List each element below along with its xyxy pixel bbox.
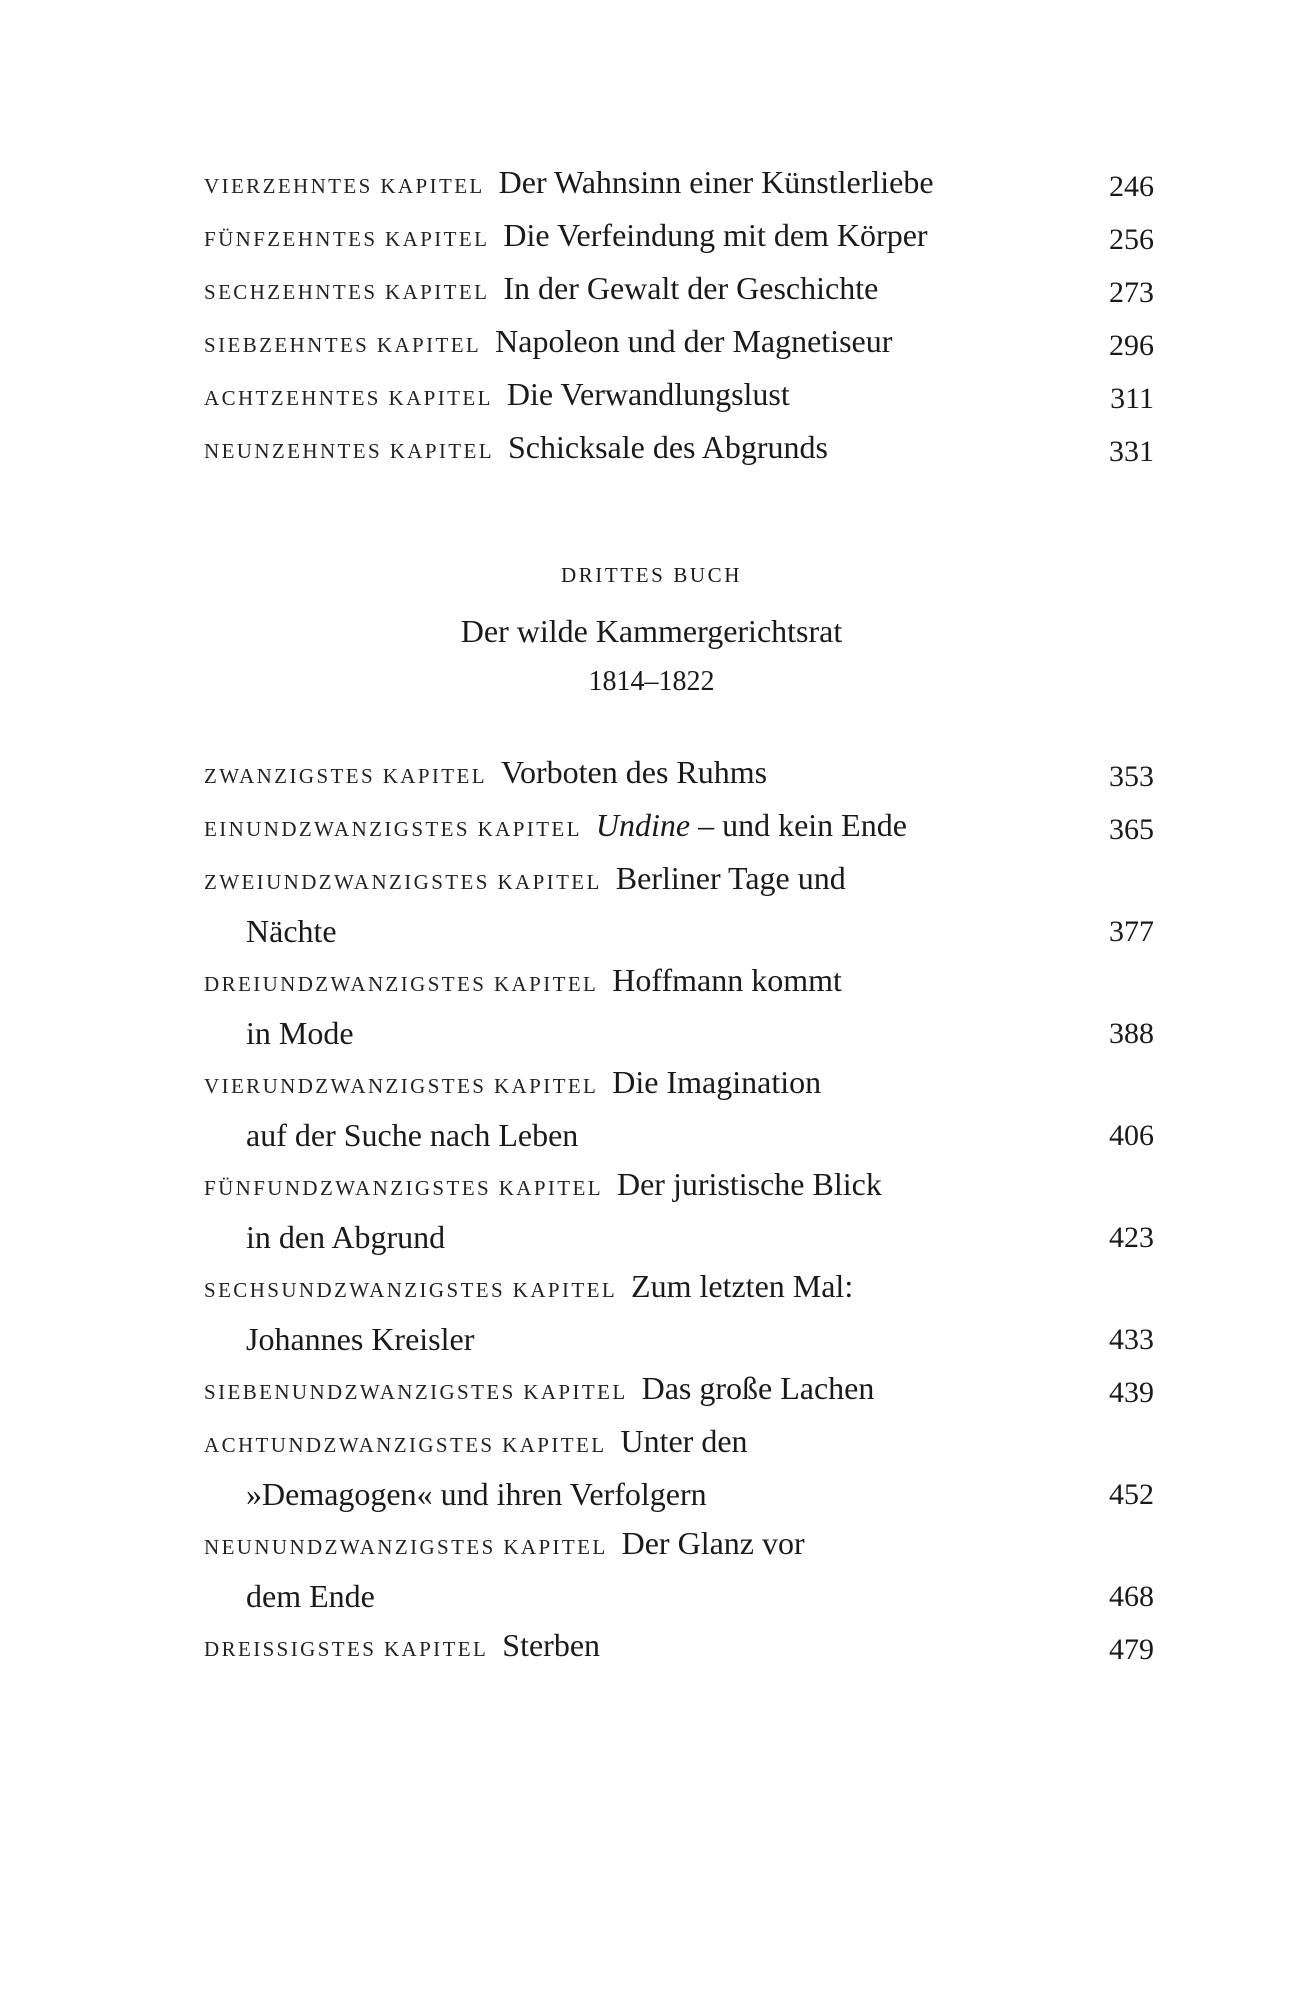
page-number: 406: [1109, 1119, 1154, 1152]
chapter-title: Hoffmann kommt: [612, 962, 842, 998]
toc-entry[interactable]: [204, 264, 1154, 317]
toc-entry[interactable]: [204, 748, 1154, 801]
chapter-title-continued: auf der Suche nach Leben: [246, 1117, 579, 1153]
chapter-label: SECHZEHNTES KAPITEL: [204, 280, 490, 304]
toc-entry[interactable]: [204, 1160, 1154, 1262]
toc-entry[interactable]: [204, 1417, 1154, 1519]
chapter-label: VIERZEHNTES KAPITEL: [204, 174, 485, 198]
toc-entry[interactable]: [204, 1058, 1154, 1160]
chapter-label: ACHTZEHNTES KAPITEL: [204, 386, 493, 410]
chapter-title: Der Glanz vor: [621, 1525, 805, 1561]
toc-entry[interactable]: [204, 956, 1154, 1058]
chapter-title: Schicksale des Abgrunds: [507, 429, 828, 465]
toc-entry[interactable]: [204, 854, 1154, 956]
chapter-label: FÜNFUNDZWANZIGSTES KAPITEL: [204, 1176, 603, 1200]
chapter-label: DREIUNDZWANZIGSTES KAPITEL: [204, 972, 599, 996]
chapter-title-italic: Undine: [595, 807, 691, 843]
chapter-title: Berliner Tage und: [615, 860, 846, 896]
page-number: 423: [1109, 1221, 1154, 1254]
page-number: 377: [1109, 915, 1154, 948]
page-number: 452: [1109, 1478, 1154, 1511]
toc-entry[interactable]: [204, 317, 1154, 370]
chapter-title: Die Imagination: [612, 1064, 822, 1100]
chapter-title: Zum letzten Mal:: [631, 1268, 854, 1304]
toc-entry[interactable]: [204, 1262, 1154, 1364]
book-heading: [0, 560, 1303, 704]
toc-entry[interactable]: [204, 1364, 1154, 1417]
chapter-label: NEUNZEHNTES KAPITEL: [204, 439, 494, 463]
chapter-label: FÜNFZEHNTES KAPITEL: [204, 227, 490, 251]
page-number: 331: [1109, 435, 1154, 468]
toc-entry[interactable]: [204, 211, 1154, 264]
toc-entry[interactable]: [204, 370, 1154, 423]
chapter-title: Der juristische Blick: [616, 1166, 882, 1202]
chapter-title-continued: »Demagogen« und ihren Verfolgern: [246, 1476, 707, 1512]
page-number: 439: [1109, 1376, 1154, 1409]
page-number: 246: [1109, 170, 1154, 203]
chapter-label: NEUNUNDZWANZIGSTES KAPITEL: [204, 1535, 608, 1559]
chapter-title: Die Verwandlungslust: [506, 376, 790, 412]
toc-list-part2: [204, 158, 1154, 476]
book-label: DRITTES BUCH: [560, 563, 743, 587]
chapter-title: Sterben: [502, 1627, 601, 1663]
chapter-title: Die Verfeindung mit dem Körper: [503, 217, 928, 253]
chapter-title-continued: Johannes Kreisler: [246, 1321, 475, 1357]
page-number: 479: [1109, 1633, 1154, 1666]
page-number: 273: [1109, 276, 1154, 309]
chapter-title: Das große Lachen: [641, 1370, 875, 1406]
chapter-label: EINUNDZWANZIGSTES KAPITEL: [204, 817, 582, 841]
chapter-label: SIEBZEHNTES KAPITEL: [204, 333, 482, 357]
page-number: 256: [1109, 223, 1154, 256]
chapter-title: Der Wahnsinn einer Künstlerliebe: [498, 164, 934, 200]
chapter-title-continued: dem Ende: [246, 1578, 375, 1614]
toc-list-part3: [204, 748, 1154, 1674]
page-number: 311: [1110, 382, 1154, 415]
chapter-title: Vorboten des Ruhms: [501, 754, 768, 790]
chapter-title: In der Gewalt der Geschichte: [503, 270, 879, 306]
page-number: 353: [1109, 760, 1154, 793]
chapter-label: ZWEIUNDZWANZIGSTES KAPITEL: [204, 870, 602, 894]
chapter-title-continued: in Mode: [246, 1015, 354, 1051]
toc-entry[interactable]: [204, 423, 1154, 476]
book-years: 1814–1822: [588, 666, 715, 697]
chapter-label: SECHSUNDZWANZIGSTES KAPITEL: [204, 1278, 618, 1302]
chapter-label: SIEBENUNDZWANZIGSTES KAPITEL: [204, 1380, 628, 1404]
chapter-label: DREISSIGSTES KAPITEL: [204, 1637, 489, 1661]
page-number: 365: [1109, 813, 1154, 846]
chapter-title: Unter den: [620, 1423, 748, 1459]
toc-entry[interactable]: [204, 158, 1154, 211]
toc-entry[interactable]: [204, 1519, 1154, 1621]
toc-entry[interactable]: [204, 1621, 1154, 1674]
chapter-title-continued: Nächte: [246, 913, 337, 949]
page-number: 388: [1109, 1017, 1154, 1050]
toc-entry[interactable]: [204, 801, 1154, 854]
chapter-label: ACHTUNDZWANZIGSTES KAPITEL: [204, 1433, 607, 1457]
page-number: 433: [1109, 1323, 1154, 1356]
page-number: 296: [1109, 329, 1154, 362]
chapter-title-continued: in den Abgrund: [246, 1219, 446, 1255]
page-number: 468: [1109, 1580, 1154, 1613]
chapter-title: – und kein Ende: [690, 807, 907, 843]
chapter-label: ZWANZIGSTES KAPITEL: [204, 764, 487, 788]
chapter-title: Napoleon und der Magnetiseur: [495, 323, 893, 359]
book-title: Der wilde Kammergerichtsrat: [460, 613, 843, 649]
chapter-label: VIERUNDZWANZIGSTES KAPITEL: [204, 1074, 599, 1098]
